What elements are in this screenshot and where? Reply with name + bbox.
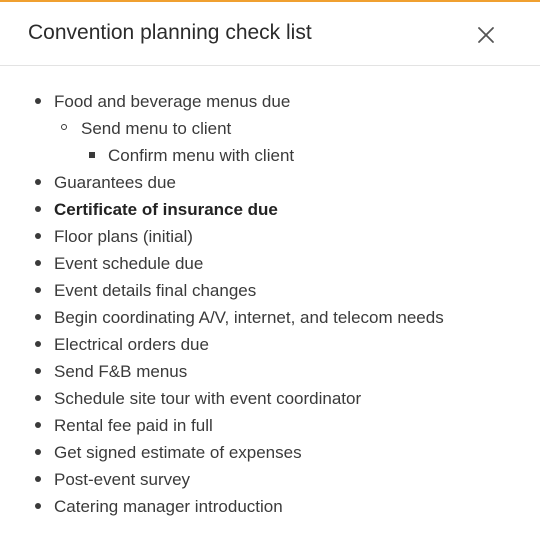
disc-bullet [35,395,41,401]
checklist-item [0,493,540,520]
checklist-item [0,223,540,250]
checklist-item [0,169,540,196]
checklist-item [0,88,540,115]
disc-bullet [35,260,41,266]
checklist-item [0,331,540,358]
checklist-item-text: Food and beverage menus due [54,92,291,111]
disc-bullet [35,368,41,374]
checklist-item [0,250,540,277]
disc-bullet [35,341,41,347]
dialog-header [0,2,540,66]
checklist-item [0,142,540,169]
circle-bullet [61,124,67,130]
checklist-item [0,385,540,412]
checklist-item-text: Guarantees due [54,173,176,192]
disc-bullet [35,206,41,212]
close-icon [477,26,495,44]
close-button[interactable] [473,22,499,48]
disc-bullet [35,179,41,185]
checklist-item-text: Get signed estimate of expenses [54,443,302,462]
checklist-item-text: Confirm menu with client [108,146,295,165]
dialog-title: Convention planning check list [28,21,312,44]
checklist-item-text: Send F&B menus [54,362,188,381]
disc-bullet [35,476,41,482]
checklist-item-text: Electrical orders due [54,335,209,354]
checklist-item [0,412,540,439]
checklist-item [0,115,540,142]
checklist-item [0,304,540,331]
disc-bullet [35,449,41,455]
square-bullet [89,152,95,158]
checklist-item [0,358,540,385]
checklist-item-text: Catering manager introduction [54,497,283,516]
checklist-item [0,466,540,493]
checklist [0,88,540,520]
checklist-item-text: Begin coordinating A/V, internet, and telecom needs [54,308,444,327]
checklist-item-text: Rental fee paid in full [54,416,213,435]
checklist-item-text: Post-event survey [54,470,191,489]
checklist-item-text: Send menu to client [81,119,232,138]
checklist-item-text: Certificate of insurance due [54,200,278,219]
disc-bullet [35,98,41,104]
disc-bullet [35,503,41,509]
checklist-item [0,196,540,223]
disc-bullet [35,233,41,239]
checklist-item-text: Event schedule due [54,254,204,273]
disc-bullet [35,422,41,428]
checklist-item [0,439,540,466]
checklist-item-text: Schedule site tour with event coordinator [54,389,362,408]
disc-bullet [35,287,41,293]
checklist-item-text: Event details final changes [54,281,257,300]
disc-bullet [35,314,41,320]
checklist-item-text: Floor plans (initial) [54,227,193,246]
checklist-item [0,277,540,304]
